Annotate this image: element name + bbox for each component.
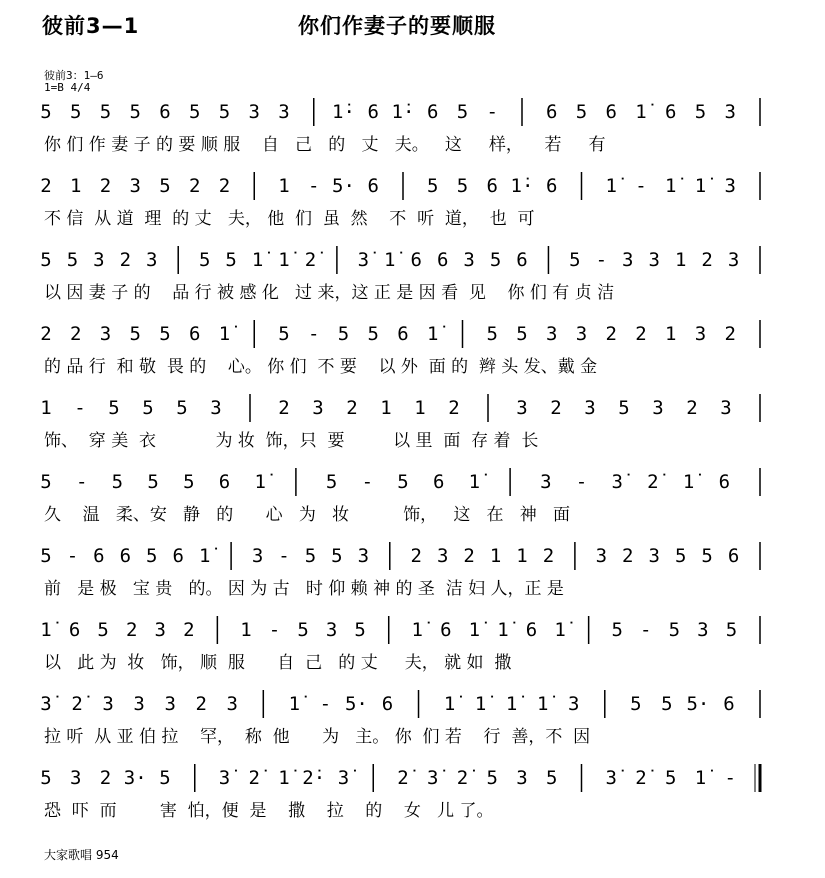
note: 3 <box>251 545 264 567</box>
note: 2̇ <box>397 767 409 789</box>
note: 5 <box>575 101 588 123</box>
note: 1̇ <box>682 471 695 493</box>
note: 1̇ <box>554 619 566 641</box>
note: 6 <box>397 323 409 345</box>
note: 5 <box>665 767 677 789</box>
note: 1̇ <box>427 323 439 345</box>
note: 6 <box>432 471 445 493</box>
note: 5 <box>546 767 558 789</box>
note: 5 <box>278 323 290 345</box>
scripture-reference-header: 彼前3—1 <box>42 14 140 38</box>
note: 5· <box>686 693 710 715</box>
note: 3̇ <box>605 767 617 789</box>
note: 3 <box>278 101 290 123</box>
note: 3 <box>102 693 114 715</box>
note: 3 <box>575 323 588 345</box>
note: 5 <box>701 545 713 567</box>
note: - <box>595 249 608 271</box>
note: 3· <box>123 767 147 789</box>
note: 6 <box>367 175 379 197</box>
note: 1̇ <box>605 175 617 197</box>
note: 5 <box>99 101 112 123</box>
note: 1 <box>278 175 290 197</box>
note: 3 <box>648 249 660 271</box>
note: 3 <box>540 471 552 493</box>
note: 5 <box>489 249 502 271</box>
note: 3 <box>724 175 736 197</box>
note: 5 <box>486 767 498 789</box>
note: 3 <box>325 619 338 641</box>
note: 1 <box>380 397 392 419</box>
note: 5 <box>111 471 124 493</box>
note: 2 <box>686 397 698 419</box>
note: 3 <box>154 619 166 641</box>
note: 5 <box>40 767 52 789</box>
note: 3 <box>595 545 608 567</box>
note: 2 <box>99 175 112 197</box>
lyrics-line: 以 此 为 妆 饰， 顺 服 自 己 的 丈 夫， 就 如 撒 <box>44 653 512 673</box>
note: 3 <box>93 249 105 271</box>
note: 5 <box>354 619 366 641</box>
notes-line <box>0 244 825 278</box>
note: 5 <box>159 767 171 789</box>
note: 2 <box>195 693 207 715</box>
notes-line <box>0 466 825 500</box>
note: 1 <box>489 545 502 567</box>
note: - <box>635 175 647 197</box>
note: 3 <box>436 545 449 567</box>
note: 3 <box>652 397 664 419</box>
note: 5 <box>516 323 528 345</box>
note: 1̇ <box>468 619 481 641</box>
note: 3 <box>568 693 580 715</box>
note: 5 <box>427 175 439 197</box>
note: 2 <box>701 249 713 271</box>
note: 5 <box>456 175 469 197</box>
notes-svg <box>0 688 825 722</box>
note: 2 <box>218 175 231 197</box>
note: - <box>75 471 88 493</box>
note: 3 <box>164 693 176 715</box>
notes-line <box>0 688 825 722</box>
score-meta <box>44 70 104 94</box>
note: 6 <box>665 101 677 123</box>
note: 5 <box>159 323 171 345</box>
note: 2 <box>463 545 475 567</box>
notes-svg <box>0 96 825 130</box>
note: 3 <box>546 323 558 345</box>
note: 3 <box>248 101 260 123</box>
notes-line <box>0 540 825 574</box>
note: 6 <box>718 471 731 493</box>
note: 5 <box>142 397 154 419</box>
note: 1̇· <box>510 175 534 197</box>
notes-line <box>0 170 825 204</box>
note: 5 <box>668 619 681 641</box>
note: 6 <box>440 619 452 641</box>
note: 2̇ <box>304 249 317 271</box>
note: 2 <box>410 545 422 567</box>
note: 2̇ <box>635 767 647 789</box>
note: - <box>361 471 374 493</box>
note: 6 <box>410 249 422 271</box>
lyrics-line: 你 们 作 妻 子 的 要 顺 服 自 己 的 丈 夫。 这 样， 若 有 <box>44 135 606 155</box>
note: 3 <box>697 619 709 641</box>
note: 6 <box>218 471 231 493</box>
note: - <box>308 175 320 197</box>
page-footer: 大家歌唱 954 <box>44 848 119 862</box>
note: 6 <box>119 545 132 567</box>
notes-svg <box>0 466 825 500</box>
note: 5 <box>129 101 141 123</box>
lyrics-line: 恐 吓 而 害 怕，便 是 撒 拉 的 女 儿 了。 <box>44 801 494 821</box>
note: 5 <box>159 175 171 197</box>
note: 6 <box>189 323 201 345</box>
note: 5 <box>129 323 141 345</box>
note: 5 <box>198 249 211 271</box>
note: 5 <box>630 693 642 715</box>
note: 3 <box>129 175 141 197</box>
note: 3 <box>133 693 145 715</box>
note: 2 <box>346 397 358 419</box>
note: 2 <box>99 767 112 789</box>
notes-line <box>0 762 825 796</box>
note: 3 <box>724 101 736 123</box>
note: 1̇ <box>254 471 266 493</box>
lyrics-line: 不 信 从 道 理 的 丈 夫， 他 们 虽 然 不 听 道， 也 可 <box>44 209 535 229</box>
note: 6 <box>516 249 528 271</box>
note: - <box>575 471 588 493</box>
note: 6 <box>436 249 449 271</box>
note: 3 <box>146 249 158 271</box>
note: 5· <box>344 693 368 715</box>
note: 1 <box>40 397 52 419</box>
note: 2 <box>183 619 195 641</box>
notes-svg <box>0 762 825 796</box>
note: 3 <box>357 545 370 567</box>
note: 2 <box>724 323 736 345</box>
note: 6 <box>723 693 735 715</box>
note: - <box>66 545 79 567</box>
note: 2 <box>542 545 555 567</box>
note: 5 <box>297 619 309 641</box>
note: 2 <box>40 175 52 197</box>
note: 1 <box>414 397 426 419</box>
note: - <box>308 323 320 345</box>
notes-svg <box>0 540 825 574</box>
note: 5 <box>618 397 630 419</box>
note: 5 <box>225 249 237 271</box>
note: 5 <box>331 545 343 567</box>
note: 6 <box>367 101 379 123</box>
note: 6 <box>381 693 394 715</box>
note: 1 <box>665 323 677 345</box>
notes-svg <box>0 392 825 426</box>
note: 2 <box>278 397 290 419</box>
note: 2 <box>635 323 647 345</box>
note: 3 <box>584 397 596 419</box>
note: 5 <box>397 471 409 493</box>
note: 2̇ <box>71 693 83 715</box>
note: 5 <box>40 471 52 493</box>
note: 6 <box>68 619 81 641</box>
note: 3̇ <box>427 767 439 789</box>
note: 2 <box>448 397 460 419</box>
note: - <box>268 619 281 641</box>
notes-svg <box>0 614 825 648</box>
note: 5 <box>108 397 120 419</box>
note: 3̇ <box>611 471 623 493</box>
note: 5 <box>611 619 623 641</box>
note: 1 <box>240 619 252 641</box>
note: 5 <box>70 101 82 123</box>
note: - <box>486 101 498 123</box>
note: 3 <box>622 249 634 271</box>
note: 5 <box>325 471 338 493</box>
note: 1̇· <box>332 101 355 123</box>
note: 3 <box>463 249 475 271</box>
song-title: 你们作妻子的要顺服 <box>298 14 496 38</box>
note: 3 <box>312 397 324 419</box>
note: 5 <box>146 545 158 567</box>
notes-line <box>0 614 825 648</box>
note: 1̇ <box>278 249 290 271</box>
note: 2 <box>550 397 562 419</box>
note: 5 <box>40 545 52 567</box>
note: 5 <box>97 619 109 641</box>
scripture-ref-line: 彼前3：1—6 <box>44 69 104 82</box>
note: 1̇ <box>474 693 487 715</box>
note: 3̇ <box>337 767 350 789</box>
note: 5 <box>674 545 687 567</box>
note: 1̇ <box>288 693 301 715</box>
note: 6 <box>93 545 105 567</box>
lyrics-line: 的 品 行 和 敬 畏 的 心。 你 们 不 要 以 外 面 的 辫 头 发、戴 金 <box>44 357 598 377</box>
note: 1 <box>516 545 528 567</box>
note: 1̇ <box>198 545 211 567</box>
note: 6 <box>546 175 558 197</box>
note: 6 <box>525 619 538 641</box>
note: 2̇ <box>647 471 659 493</box>
note: 3 <box>727 249 740 271</box>
note: 5 <box>661 693 673 715</box>
note: 2 <box>189 175 201 197</box>
note: 1̇ <box>694 175 707 197</box>
note: 1 <box>674 249 687 271</box>
notes-line <box>0 318 825 352</box>
note: 1̇ <box>40 619 52 641</box>
note: 5 <box>183 471 195 493</box>
note: 1̇ <box>635 101 647 123</box>
lyrics-line: 饰、 穿 美 衣 为 妆 饰，只 要 以 里 面 存 着 长 <box>44 431 539 451</box>
note: 1̇ <box>443 693 456 715</box>
lyrics-line: 久 温 柔、安 静 的 心 为 妆 饰， 这 在 神 面 <box>44 505 570 525</box>
note: - <box>278 545 290 567</box>
note: 3̇ <box>40 693 52 715</box>
note: 6 <box>605 101 617 123</box>
note: 5· <box>332 175 355 197</box>
note: 1̇ <box>468 471 481 493</box>
note: 3̇ <box>357 249 370 271</box>
note: 2 <box>119 249 132 271</box>
note: - <box>74 397 86 419</box>
note: 1̇ <box>497 619 509 641</box>
note: 1̇ <box>384 249 396 271</box>
note: 5 <box>218 101 231 123</box>
note: 1̇ <box>694 767 707 789</box>
note: 5 <box>694 101 707 123</box>
notes-svg <box>0 318 825 352</box>
note: 5 <box>456 101 469 123</box>
note: 1̇ <box>505 693 518 715</box>
note: 1̇· <box>391 101 415 123</box>
note: 6 <box>427 101 439 123</box>
note: - <box>724 767 736 789</box>
note: 2 <box>125 619 138 641</box>
note: 3 <box>516 397 528 419</box>
note: 3 <box>70 767 82 789</box>
note: 3 <box>694 323 707 345</box>
note: 1̇ <box>218 323 231 345</box>
notes-line <box>0 392 825 426</box>
note: 2 <box>605 323 617 345</box>
note: 1 <box>70 175 82 197</box>
notes-line <box>0 96 825 130</box>
note: 2 <box>40 323 52 345</box>
note: 5 <box>569 249 581 271</box>
notes-svg <box>0 244 825 278</box>
note: 5 <box>486 323 498 345</box>
note: 2 <box>70 323 82 345</box>
note: 6 <box>172 545 184 567</box>
note: 5 <box>304 545 317 567</box>
note: 6 <box>546 101 558 123</box>
note: 2̇ <box>248 767 260 789</box>
note: 5 <box>40 101 52 123</box>
lyrics-line: 以 因 妻 子 的 品 行 被 感 化 过 来，这 正 是 因 看 见 你 们 有 贞 洁 <box>44 283 615 303</box>
note: 3 <box>99 323 112 345</box>
note: - <box>640 619 652 641</box>
note: 2̇ <box>456 767 469 789</box>
note: 5 <box>40 249 52 271</box>
note: 6 <box>159 101 171 123</box>
note: 5 <box>176 397 188 419</box>
note: 5 <box>367 323 379 345</box>
note: 6 <box>727 545 740 567</box>
note: - <box>319 693 332 715</box>
note: 3 <box>210 397 222 419</box>
note: 1̇ <box>278 767 290 789</box>
note: 3 <box>720 397 732 419</box>
note: 5 <box>189 101 201 123</box>
note: 5 <box>66 249 79 271</box>
note: 2 <box>622 545 634 567</box>
notes-svg <box>0 170 825 204</box>
key-time-signature: 1=B 4/4 <box>44 81 91 94</box>
note: 2̇· <box>302 767 326 789</box>
note: 3 <box>226 693 238 715</box>
note: 1̇ <box>536 693 549 715</box>
note: 1̇ <box>251 249 264 271</box>
note: 1̇ <box>665 175 677 197</box>
note: 3̇ <box>218 767 231 789</box>
note: 1̇ <box>411 619 424 641</box>
note: 6 <box>486 175 498 197</box>
note: 5 <box>337 323 350 345</box>
note: 5 <box>147 471 159 493</box>
lyrics-line: 前 是 极 宝 贵 的。 因 为 古 时 仰 赖 神 的 圣 洁 妇 人，正 是 <box>44 579 564 599</box>
note: 3 <box>648 545 660 567</box>
note: 3 <box>516 767 528 789</box>
note: 5 <box>725 619 738 641</box>
lyrics-line: 拉 听 从 亚 伯 拉 罕， 称 他 为 主。 你 们 若 行 善，不 因 <box>44 727 591 747</box>
